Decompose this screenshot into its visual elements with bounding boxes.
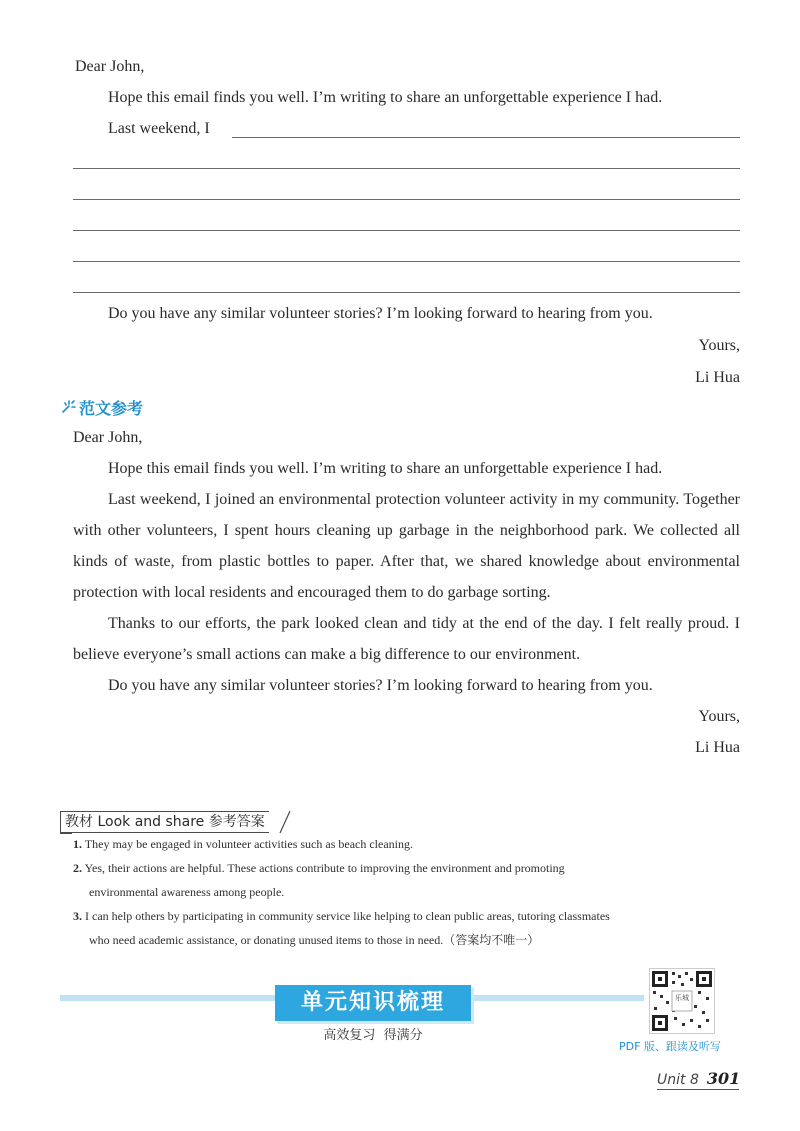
template-opening: Hope this email finds you well. I’m writing to share an unforgettable experience I had. (108, 89, 663, 106)
reference-essay (73, 422, 740, 763)
qr-stamp: 乐城 (675, 994, 689, 1002)
reference-sign-off: Yours, (698, 708, 740, 725)
answer-item: 3. I can help others by participating in community service like helping to clean public areas, tutoring classmates (73, 909, 610, 923)
writing-line (73, 292, 740, 293)
template-signature: Li Hua (695, 369, 740, 386)
answer-item-continued: who need academic assistance, or donating unused items to those in need.（答案均不唯一） (89, 933, 540, 947)
page-footer (657, 1069, 740, 1089)
answers-title-underline (60, 833, 72, 834)
banner-band-right (474, 995, 644, 1001)
answers-list (73, 832, 723, 952)
footer-underline (657, 1089, 739, 1090)
writing-line (73, 230, 740, 231)
writing-line (73, 168, 740, 169)
template-closing: Do you have any similar volunteer stories? I’m looking forward to hearing from you. (108, 305, 653, 322)
writing-line (232, 137, 740, 138)
writing-line (73, 199, 740, 200)
qr-caption: PDF 版、跟读及听写 (619, 1040, 721, 1053)
section-subtitle: 高效复习 得满分 (323, 1028, 423, 1043)
reference-signature: Li Hua (695, 739, 740, 756)
template-salutation: Dear John, (75, 58, 145, 75)
reference-heading (60, 397, 143, 417)
reference-paragraph: Last weekend, I joined an environmental protection volunteer activity in my community. Together with other volunteers, I spent hours cleaning up garbage in the neighborhood park. We collected all kinds of waste, from plastic bottles to paper. After that, we shared knowledge about environmental protection with local residents and encouraged them to do garbage sorting. (73, 491, 740, 601)
answer-item: 2. Yes, their actions are helpful. These actions contribute to improving the environment and promoting (73, 861, 565, 875)
template-starter: Last weekend, I (108, 120, 210, 137)
qr-code[interactable] (649, 968, 715, 1034)
footer-unit: Unit 8 (657, 1072, 699, 1088)
template-sign-off: Yours, (698, 337, 740, 354)
answer-item-continued: environmental awareness among people. (89, 885, 285, 899)
sparkle-icon (60, 399, 76, 415)
section-banner: 单元知识梳理 (275, 985, 471, 1021)
reference-heading-text: 范文参考 (79, 398, 144, 418)
reference-paragraph: Thanks to our efforts, the park looked clean and tidy at the end of the day. I felt really proud. I believe everyone’s small actions can make a big difference to our environment. (73, 615, 740, 663)
reference-salutation: Dear John, (73, 429, 143, 446)
answer-item: 1. They may be engaged in volunteer activities such as beach cleaning. (73, 837, 414, 851)
writing-line (73, 261, 740, 262)
reference-paragraph: Hope this email finds you well. I’m writing to share an unforgettable experience I had. (108, 460, 663, 477)
reference-paragraph: Do you have any similar volunteer stories? I’m looking forward to hearing from you. (108, 677, 653, 694)
banner-band-left (60, 995, 275, 1001)
page-number: 301 (706, 1069, 741, 1088)
answers-title-box (60, 811, 269, 833)
answers-title: 教材 Look and share 参考答案 (65, 814, 265, 830)
